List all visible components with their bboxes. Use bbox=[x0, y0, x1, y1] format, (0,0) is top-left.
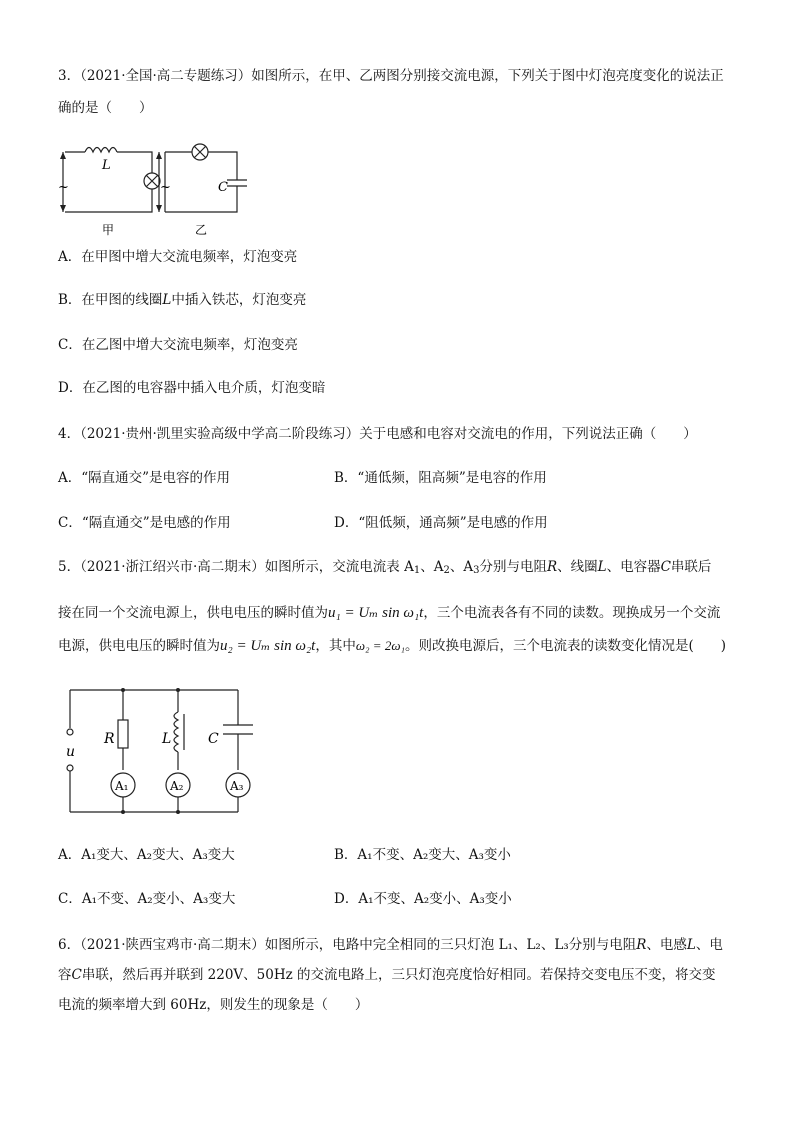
q5-l1-sub-1: 1 bbox=[413, 565, 421, 576]
q5-fig-label-c: C bbox=[208, 731, 219, 747]
q6-stem-line2 bbox=[58, 965, 716, 985]
q3-fig-tilde-jia: ~ bbox=[58, 180, 69, 195]
q5-l3-text-c: 。则改换电源后，三个电流表的读数变化情况是( ) bbox=[405, 638, 727, 654]
q3-stem-line1: 3．（2021·全国·高二专题练习）如图所示，在甲、乙两图分别接交流电源，下列关于图中灯泡亮度变化的说法正 bbox=[58, 68, 724, 84]
q4-option-c[interactable]: C．“隔直通交”是电感的作用 bbox=[58, 515, 231, 531]
q5-stem-line1 bbox=[58, 557, 711, 577]
q3-fig-label-L: L bbox=[102, 158, 111, 173]
q5-option-d[interactable]: D．A₁不变、A₂变小、A₃变小 bbox=[334, 891, 512, 907]
q3-option-a[interactable]: A．在甲图中增大交流电频率，灯泡变亮 bbox=[58, 249, 298, 265]
q5-l1-var-c: C bbox=[660, 559, 671, 575]
q6-l1-text-b: 、电感 bbox=[646, 937, 687, 953]
q4-option-d[interactable]: D．“阻低频，通高频”是电感的作用 bbox=[334, 515, 548, 531]
q5-l1-text-e: 、线圈 bbox=[557, 559, 598, 575]
q6-l1-var-r: R bbox=[636, 937, 647, 953]
q5-l1-text-b: 、A bbox=[420, 559, 444, 575]
q6-l2-text-a: 容 bbox=[58, 967, 72, 983]
q5-l2-text-a: 接在同一个交流电源上，供电电压的瞬时值为 bbox=[58, 605, 328, 621]
q6-l1-var-l: L bbox=[686, 937, 696, 953]
q5-l1-text-g: 串联后 bbox=[670, 559, 712, 575]
q5-l3-equation: u₂ = Uₘ sin ω₂t bbox=[220, 638, 316, 654]
q5-l1-text-c: 、A bbox=[449, 559, 474, 575]
q5-fig-ammeter-a3: A₃ bbox=[230, 779, 244, 793]
q5-l3-text-b: ，其中 bbox=[315, 638, 356, 654]
q5-fig-ammeter-a2: A₂ bbox=[170, 779, 184, 793]
q4-option-a[interactable]: A．“隔直通交”是电容的作用 bbox=[58, 470, 231, 486]
q3-circuit-figure bbox=[55, 135, 255, 240]
q5-stem-line3 bbox=[58, 636, 726, 656]
q6-l2-text-b: 串联，然后再并联到 220V、50Hz 的交流电路上，三只灯泡亮度恰好相同。若保持交变电压不变，将交变 bbox=[81, 967, 716, 983]
q5-fig-label-r: R bbox=[104, 731, 115, 747]
q3-option-b[interactable] bbox=[58, 290, 306, 310]
q5-l1-var-l: L bbox=[597, 559, 607, 575]
q3-fig-tilde-yi: ~ bbox=[160, 180, 171, 195]
q6-stem-line3: 电流的频率增大到 60Hz，则发生的现象是（ ） bbox=[58, 997, 369, 1013]
q4-stem: 4．（2021·贵州·凯里实验高级中学高二阶段练习）关于电感和电容对交流电的作用，下列说法正确（ ） bbox=[58, 426, 697, 442]
q5-l1-text-a: 5．（2021·浙江绍兴市·高二期末）如图所示，交流电流表 A bbox=[58, 559, 414, 575]
q6-stem-line1 bbox=[58, 935, 723, 955]
q6-l2-var-c: C bbox=[71, 967, 82, 983]
q5-l1-var-r: R bbox=[546, 559, 558, 575]
q5-circuit-figure bbox=[58, 680, 268, 820]
q3-fig-label-yi: 乙 bbox=[195, 223, 208, 237]
q3-fig-label-jia: 甲 bbox=[102, 223, 115, 237]
q3-option-b-var: L bbox=[162, 292, 172, 308]
q4-option-b[interactable]: B．“通低频，阻高频”是电容的作用 bbox=[334, 470, 547, 486]
q5-l2-text-b: ，三个电流表各有不同的读数。现换成另一个交流 bbox=[423, 605, 721, 621]
q6-l1-text-c: 、电 bbox=[695, 937, 723, 953]
q5-fig-ammeter-a1: A₁ bbox=[115, 779, 129, 793]
q3-option-b-post: 中插入铁芯，灯泡变亮 bbox=[171, 292, 307, 308]
q5-fig-label-l: L bbox=[162, 731, 172, 747]
q5-l1-text-f: 、电容器 bbox=[606, 559, 661, 575]
q3-option-b-pre: B．在甲图的线圈 bbox=[58, 292, 163, 308]
q5-l3-text-a: 电源，供电电压的瞬时值为 bbox=[58, 638, 220, 654]
q5-l3-equation-omega: ω₂ = 2ω₁ bbox=[355, 638, 406, 653]
q5-option-c[interactable]: C．A₁不变、A₂变小、A₃变大 bbox=[58, 891, 236, 907]
q5-stem-line2 bbox=[58, 603, 720, 623]
q6-l1-text-a: 6．（2021·陕西宝鸡市·高二期末）如图所示，电路中完全相同的三只灯泡 L₁、L₂、L₃分别与电阻 bbox=[58, 937, 637, 953]
q5-l1-sub-2: 2 bbox=[443, 565, 450, 576]
q5-option-b[interactable]: B．A₁不变、A₂变大、A₃变小 bbox=[334, 847, 511, 863]
q3-stem-line2: 确的是（ ） bbox=[58, 100, 153, 116]
q5-fig-label-u: u bbox=[66, 744, 76, 760]
q5-l2-equation: u₁ = Uₘ sin ω₁t bbox=[328, 605, 424, 621]
q3-fig-label-C: C bbox=[218, 180, 228, 195]
q3-option-d[interactable]: D．在乙图的电容器中插入电介质，灯泡变暗 bbox=[58, 380, 326, 396]
q5-l1-text-d: 分别与电阻 bbox=[479, 559, 547, 575]
q5-option-a[interactable]: A．A₁变大、A₂变大、A₃变大 bbox=[58, 847, 235, 863]
q5-l1-sub-3: 3 bbox=[473, 565, 480, 576]
q3-option-c[interactable]: C．在乙图中增大交流电频率，灯泡变亮 bbox=[58, 337, 298, 353]
